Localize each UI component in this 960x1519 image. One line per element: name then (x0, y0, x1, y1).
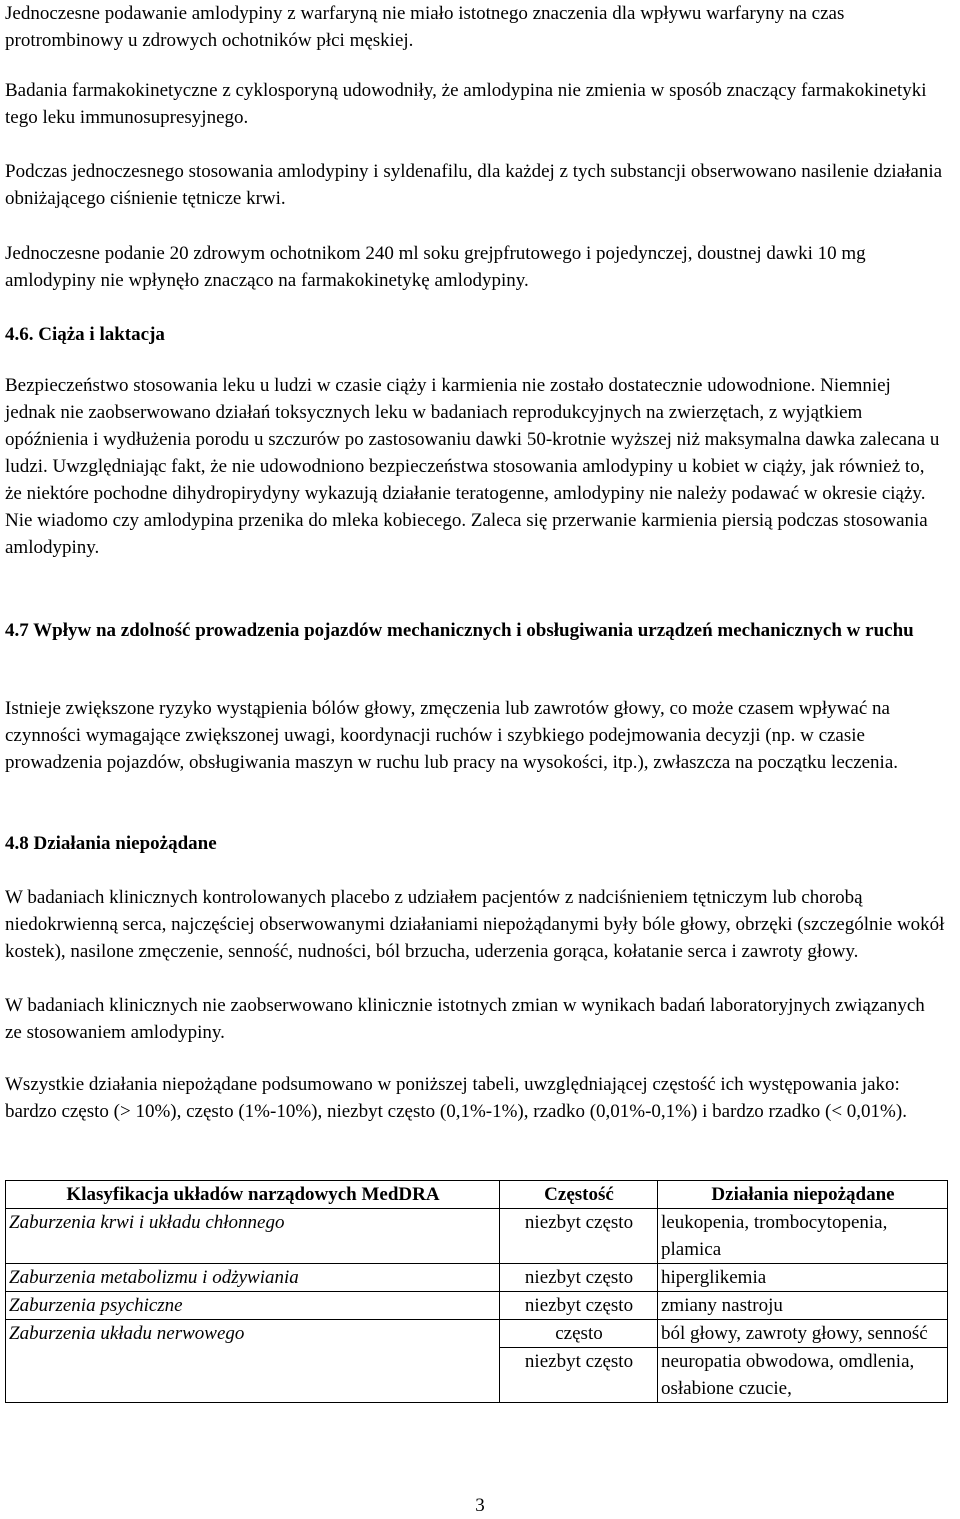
cell-soc: Zaburzenia krwi i układu chłonnego (6, 1209, 500, 1264)
paragraph-warfarin: Jednoczesne podawanie amlodypiny z warfaryną nie miało istotnego znaczenia dla wpływu warfaryny na czas protrombinowy u zdrowych ochotników płci męskiej. (5, 3, 845, 51)
header-soc: Klasyfikacja układów narządowych MedDRA (6, 1181, 500, 1209)
table-row (6, 1292, 948, 1320)
page-number: 3 (475, 1495, 485, 1516)
heading-4-7: 4.7 Wpływ na zdolność prowadzenia pojazdów mechanicznych i obsługiwania urządzeń mechanicznych w ruchu (5, 620, 914, 641)
cell-soc: Zaburzenia układu nerwowego (6, 1320, 500, 1403)
paragraph-frequency-intro: Wszystkie działania niepożądane podsumowano w poniższej tabeli, uwzględniającej częstość ich występowania jako: bardzo często (> 10%), często (1%-10%), niezbyt często (0,1%-1%), rzadko (0,01%-0,1%) i bardzo rzadko (< 0,01%). (5, 1074, 907, 1122)
cell-frequency: niezbyt często (500, 1209, 658, 1264)
paragraph-pregnancy: Bezpieczeństwo stosowania leku u ludzi w czasie ciąży i karmienia nie zostało dostatecznie udowodnione. Niemniej jednak nie zaobserwowano działań toksycznych leku w badaniach reprodukcyjnych na zwierzętach, z wyjątkiem opóźnienia i wydłużenia porodu u szczurów po zastosowaniu dawki 50-krotnie wyższej niż maksymalna dawka zalecana u ludzi. Uwzględniając fakt, że nie udowodniono bezpieczeństwa stosowania amlodypiny u kobiet w ciąży, jak również to, że niektóre pochodne dihydropirydyny wykazują działanie teratogenne, amlodypiny nie należy podawać w okresie ciąży. Nie wiadomo czy amlodypina przenika do mleka kobiecego. Zaleca się przerwanie karmienia piersią podczas stosowania amlodypiny. (5, 375, 940, 558)
cell-effects: ból głowy, zawroty głowy, senność (658, 1320, 948, 1348)
paragraph-lab-results: W badaniach klinicznych nie zaobserwowano klinicznie istotnych zmian w wynikach badań laboratoryjnych związanych ze stosowaniem amlodypiny. (5, 995, 925, 1043)
table-header-row (6, 1181, 948, 1209)
heading-4-6: 4.6. Ciąża i laktacja (5, 324, 165, 345)
paragraph-adverse-effects: W badaniach klinicznych kontrolowanych placebo z udziałem pacjentów z nadciśnieniem tętniczym lub chorobą niedokrwienną serca, najczęściej obserwowanymi działaniami niepożądanymi były bóle głowy, obrzęki (szczególnie wokół kostek), nasilone zmęczenie, senność, nudności, ból brzucha, uderzenia gorąca, kołatanie serca i zawroty głowy. (5, 887, 945, 962)
cell-soc: Zaburzenia psychiczne (6, 1292, 500, 1320)
paragraph-cyclosporine: Badania farmakokinetyczne z cyklosporyną udowodniły, że amlodypina nie zmienia w sposób znaczący farmakokinetyki tego leku immunosupresyjnego. (5, 80, 927, 128)
cell-frequency: niezbyt często (500, 1264, 658, 1292)
table-row (6, 1264, 948, 1292)
paragraph-driving: Istnieje zwiększone ryzyko wystąpienia bólów głowy, zmęczenia lub zawrotów głowy, co może czasem wpływać na czynności wymagające zwiększonej uwagi, koordynacji ruchów i szybkiego podejmowania decyzji (np. w czasie prowadzenia pojazdów, obsługiwania maszyn w ruchu lub pracy na wysokości, itp.), zwłaszcza na początku leczenia. (5, 698, 899, 773)
adverse-effects-table (5, 1180, 948, 1403)
header-frequency: Częstość (500, 1181, 658, 1209)
cell-effects: neuropatia obwodowa, omdlenia, osłabione czucie, (658, 1348, 948, 1403)
paragraph-sildenafil: Podczas jednoczesnego stosowania amlodypiny i syldenafilu, dla każdej z tych substancji obserwowano nasilenie działania obniżającego ciśnienie tętnicze krwi. (5, 161, 943, 209)
cell-effects: leukopenia, trombocytopenia, plamica (658, 1209, 948, 1264)
header-effects: Działania niepożądane (658, 1181, 948, 1209)
table-row (6, 1209, 948, 1264)
heading-4-8: 4.8 Działania niepożądane (5, 833, 217, 854)
table-row (6, 1320, 948, 1348)
paragraph-grapefruit: Jednoczesne podanie 20 zdrowym ochotnikom 240 ml soku grejpfrutowego i pojedynczej, doustnej dawki 10 mg amlodypiny nie wpłynęło znacząco na farmakokinetykę amlodypiny. (5, 243, 866, 291)
cell-frequency: często (500, 1320, 658, 1348)
cell-effects: zmiany nastroju (658, 1292, 948, 1320)
cell-effects: hiperglikemia (658, 1264, 948, 1292)
cell-frequency: niezbyt często (500, 1348, 658, 1403)
cell-soc: Zaburzenia metabolizmu i odżywiania (6, 1264, 500, 1292)
cell-frequency: niezbyt często (500, 1292, 658, 1320)
